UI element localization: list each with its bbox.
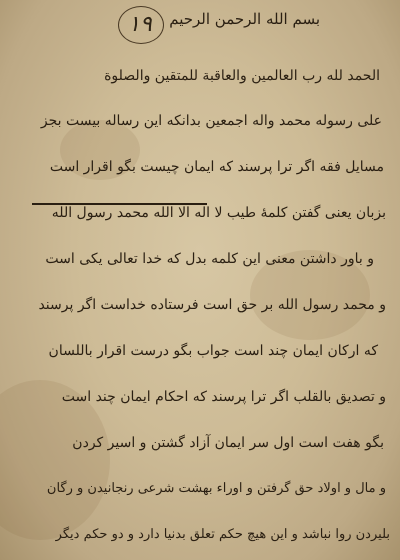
basmala-heading: بسم الله الرحمن الرحیم bbox=[169, 10, 320, 28]
text-line: بگو هفت است اول سر ایمان آزاد گشتن و اسیر کردن bbox=[72, 435, 384, 451]
text-line: که ارکان ایمان چند است جواب بگو درست اقرار باللسان bbox=[48, 343, 378, 359]
text-line: و تصدیق بالقلب اگر ترا پرسند که احکام ایمان چند است bbox=[61, 389, 386, 405]
text-line: مسایل فقه اگر ترا پرسند که ایمان چیست بگو اقرار است bbox=[49, 159, 384, 175]
text-line: و باور داشتن معنی این کلمه بدل که خدا تعالی یکی است bbox=[45, 251, 374, 267]
text-overline bbox=[32, 203, 207, 205]
text-line: و مال و اولاد حق گرفتن و اوراء بهشت شرعی رنجانیدن و رگان bbox=[46, 481, 386, 496]
text-line: علی رسوله محمد واله اجمعین بدانکه این رساله بیست بجز bbox=[40, 113, 382, 129]
text-line: بزبان یعنی گفتن کلمهٔ طیب لا اله الا الله محمد رسول الله bbox=[51, 205, 386, 221]
text-line: بلیردن روا نباشد و این هیچ حکم تعلق بدنیا دارد و دو حکم دیگر bbox=[55, 527, 390, 542]
text-line: و محمد رسول الله بر حق است فرستاده خداست اگر پرسند bbox=[38, 297, 386, 313]
folio-number: ١٩ bbox=[128, 12, 152, 37]
text-line: الحمد لله رب العالمین والعاقبة للمتقین والصلوة bbox=[104, 68, 380, 84]
